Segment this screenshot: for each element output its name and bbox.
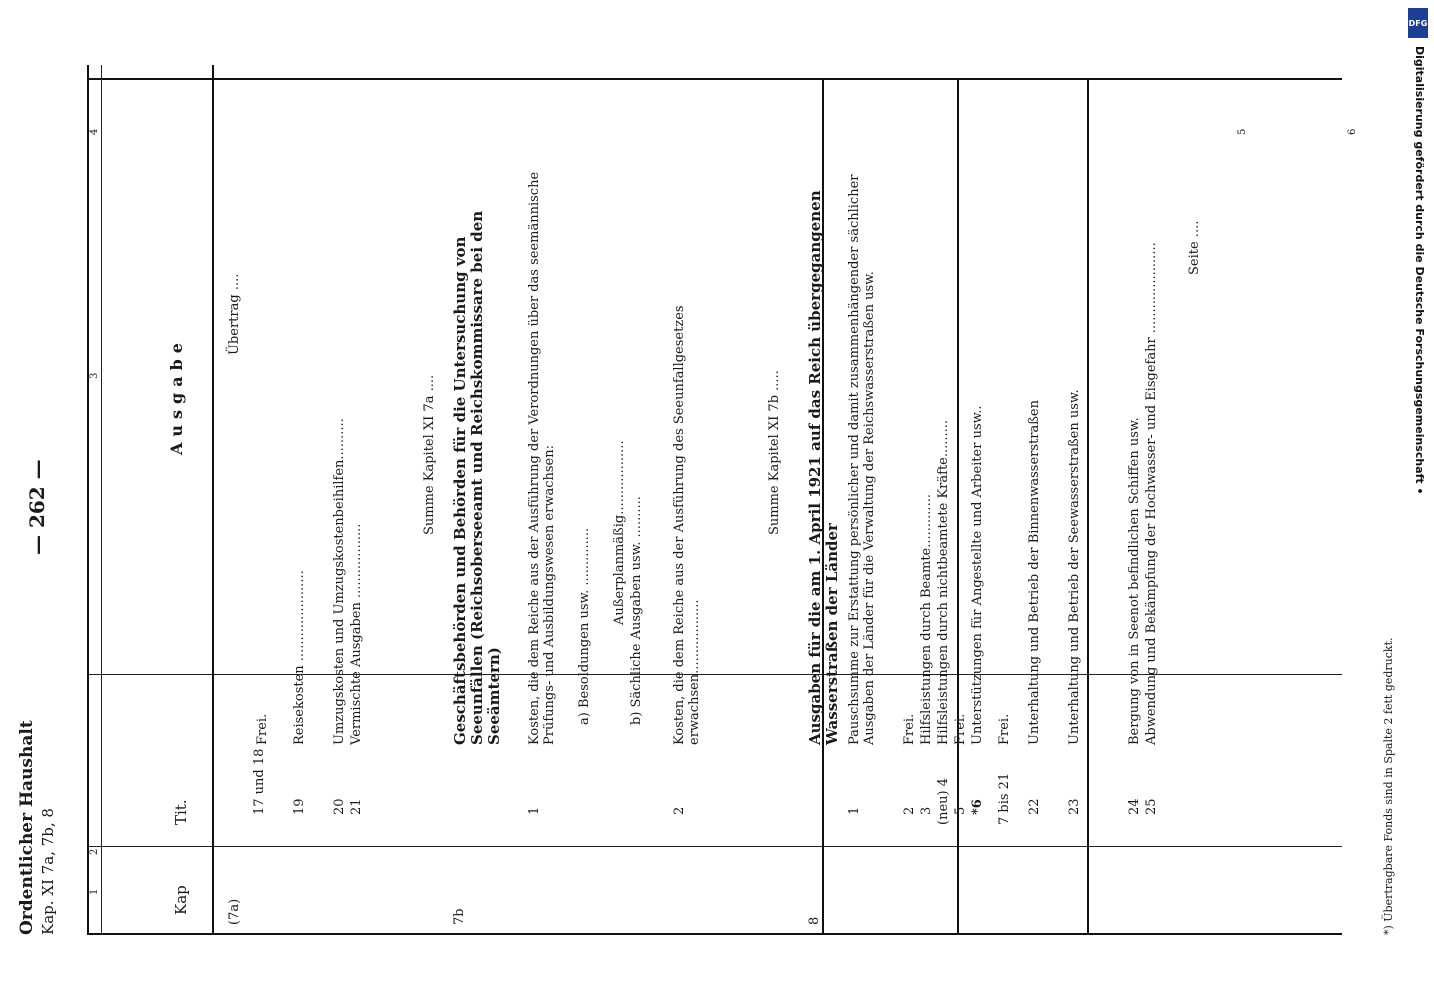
row-text: Summe Kapitel XI 7a .... — [422, 374, 437, 535]
row-kap: (7a) — [227, 898, 242, 925]
rotated-document — [17, 65, 1417, 935]
row-text: Unterhaltung und Betrieb der Binnenwasserstraßen — [1027, 400, 1042, 745]
row-text: Frei. — [902, 713, 917, 745]
row-text: Frei. — [997, 713, 1012, 745]
row-tit: 20 — [332, 798, 347, 815]
col-number: 2 — [89, 848, 100, 855]
row-text: Übertrag .... — [227, 273, 242, 355]
row-tit: 7 bis 21 — [997, 772, 1012, 825]
page-number: — 262 — — [25, 459, 49, 555]
row-text: Bergung von in Seenot befindlichen Schiffen usw. — [1127, 417, 1142, 745]
row-text: Außerplanmäßig.................. — [612, 440, 627, 625]
table-top-rule — [87, 65, 89, 935]
row-tit: *6 — [970, 799, 985, 815]
row-text: Reisekosten ...................... — [292, 570, 307, 745]
col-number: 6 — [1347, 128, 1358, 135]
row-text: a) Besoldungen usw. .............. — [577, 527, 592, 725]
row-tit: 1 — [527, 806, 542, 815]
row-text: Frei. — [953, 713, 968, 745]
row-text: Hilfsleistungen durch Beamte............. — [919, 494, 934, 745]
row-text: Kosten, die dem Reiche aus der Ausführung der Verordnungen über das seemännische Prüfungs- und Ausbildungswesen erwachsen: — [527, 171, 557, 745]
row-text: Frei. — [255, 713, 270, 745]
row-tit: 2 — [672, 806, 687, 815]
row-text: Kosten, die dem Reiche aus der Ausführung des Seeunfallgesetzes erwachsen.................. — [672, 305, 702, 745]
row-text: b) Sächliche Ausgaben usw. .......... — [629, 496, 644, 725]
kap-header: Kap — [172, 885, 190, 915]
row-tit: 21 — [349, 798, 364, 815]
row-tit: (neu) 4 — [936, 778, 951, 825]
row-text: Summe Kapitel XI 7b ..... — [767, 370, 782, 535]
ausgabe-header: Ausgabe — [167, 337, 186, 455]
row-text: Unterhaltung und Betrieb der Seewasserstraßen usw. — [1067, 389, 1082, 745]
row-tit: 1 — [847, 806, 862, 815]
row-tit: 23 — [1067, 798, 1082, 815]
credit-strip — [1406, 8, 1432, 988]
footnote: *) Übertragbare Fonds sind in Spalte 2 fett gedruckt. — [1382, 637, 1395, 935]
row-kap: 8 — [807, 916, 822, 925]
col-number: 4 — [89, 128, 100, 135]
row-tit: 19 — [292, 798, 307, 815]
col-number: 3 — [89, 372, 100, 379]
row-tit: 24 — [1127, 798, 1142, 815]
row-tit: 22 — [1027, 798, 1042, 815]
row-text: Vermischte Ausgaben .................. — [349, 523, 364, 745]
row-text: Umzugskosten und Umzugskostenbeihilfen.......... — [332, 418, 347, 745]
header-bottom-rule — [212, 65, 214, 935]
row-kap: 7b — [452, 908, 467, 925]
col5-col6-rule — [1087, 80, 1089, 935]
row-tit: 17 und 18 — [252, 748, 267, 815]
document-subtitle: Kap. XI 7a, 7b, 8 — [39, 808, 57, 935]
row-text: Abwendung und Bekämpfung der Hochwasser- und Eisgefahr ...................... — [1144, 242, 1159, 745]
row-text: Pauschsumme zur Erstattung persönlicher und damit zusammenhängender sächlicher Ausgaben der Länder für die Verwaltung der Reichswasserstraßen usw. — [847, 174, 877, 745]
col-separator — [87, 846, 1342, 847]
table-right-rule — [87, 78, 1342, 80]
document-title: Ordentlicher Haushalt — [17, 720, 37, 935]
row-tit: 2 — [902, 806, 917, 815]
dfg-logo: DFG — [1408, 8, 1428, 38]
budget-table — [87, 65, 1357, 935]
colnum-rule — [101, 65, 102, 935]
row-text: Seite .... — [1187, 220, 1202, 275]
row-tit: 5 — [953, 806, 968, 815]
row-heading: Geschäftsbehörden und Behörden für die Untersuchung von Seeunfällen (Reichsoberseeamt und Reichskommissare bei den Seeämtern) — [451, 210, 503, 745]
row-tit: 3 — [919, 806, 934, 815]
col-number: 1 — [89, 888, 100, 895]
row-heading: Ausgaben für die am 1. April 1921 auf das Reich übergegangenen Wasserstraßen der Länder — [806, 190, 841, 745]
row-tit: 25 — [1144, 798, 1159, 815]
col-number: 5 — [1237, 128, 1248, 135]
digitization-credit: Digitalisierung gefördert durch die Deutsche Forschungsgemeinschaft • — [1413, 46, 1426, 495]
table-left-rule — [87, 933, 1342, 935]
row-text: Unterstützungen für Angestellte und Arbeiter usw.. — [970, 405, 985, 745]
tit-header: Tit. — [172, 799, 190, 825]
row-text: Hilfsleistungen durch nichtbeamtete Kräfte......... — [936, 419, 951, 745]
